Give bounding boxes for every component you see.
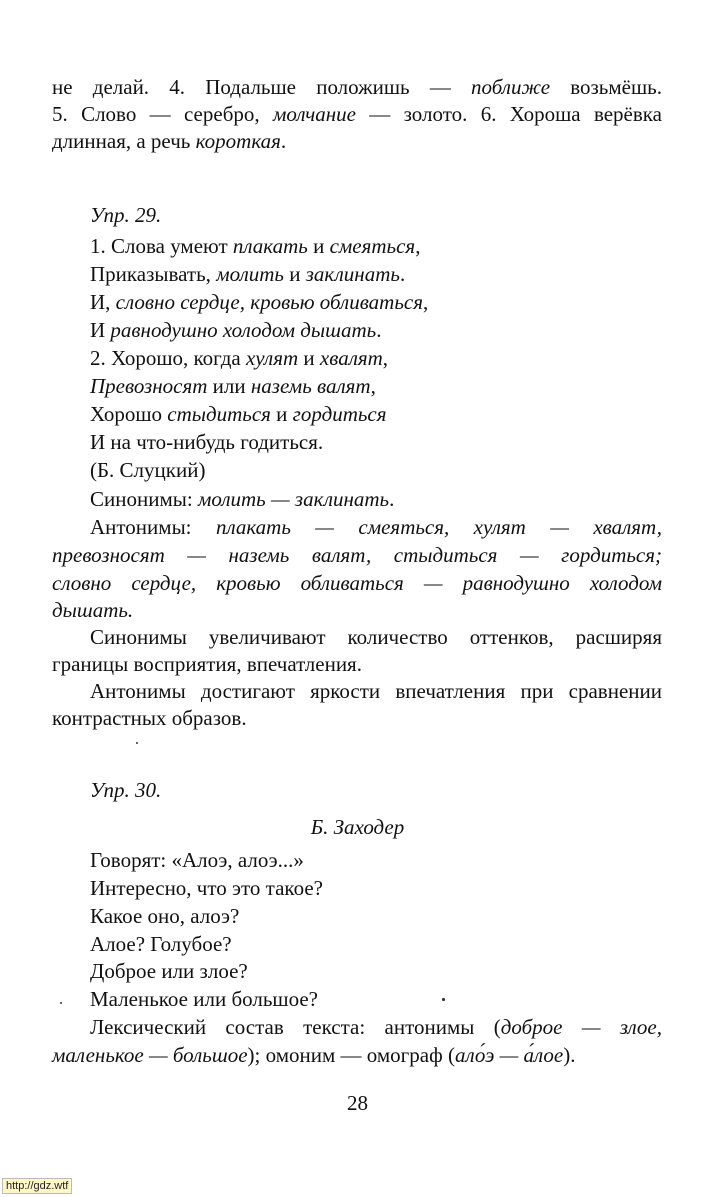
poem-line: Алое? Голубое?	[90, 932, 232, 956]
poem-line: И на что-нибудь годиться.	[90, 430, 324, 454]
comment-line: границы восприятия, впечатления.	[52, 652, 362, 676]
comment-line: Антонимы достигают яркости впечатления при сравнении	[90, 679, 662, 703]
poem-line: Приказывать, молить и заклинать.	[90, 262, 406, 286]
print-speck	[60, 1002, 62, 1004]
exercise-heading: Упр. 30.	[90, 778, 162, 802]
poem-line: И равнодушно холодом дышать.	[90, 318, 382, 342]
text-line: длинная, а речь короткая.	[52, 129, 287, 153]
poem-line: Превозносят или наземь валят,	[90, 374, 376, 398]
poem-line: 2. Хорошо, когда хулят и хвалят,	[90, 346, 389, 370]
antonyms-line: Антонимы: плакать — смеяться, хулят — хвалят,	[90, 515, 662, 539]
text-line: не делай. 4. Подальше положишь — поближе возьмёшь.	[52, 75, 662, 99]
poem-line: Маленькое или большое?	[90, 987, 318, 1011]
poem-line: Говорят: «Алоэ, алоэ...»	[90, 848, 304, 872]
antonyms-line: словно сердце, кровью обливаться — равнодушно холодом	[52, 571, 662, 595]
poem-line: Доброе или злое?	[90, 959, 248, 983]
page-number: 28	[347, 1091, 368, 1115]
lexical-line: маленькое — большое); омоним — омограф (ало́э — а́лое).	[52, 1043, 576, 1067]
lexical-line: Лексический состав текста: антонимы (доброе — злое,	[90, 1015, 662, 1039]
print-speck	[442, 998, 445, 1001]
print-speck	[136, 742, 138, 744]
poem-line: Какое оно, алоэ?	[90, 904, 240, 928]
poem-author	[0, 813, 715, 841]
antonyms-line: превозносят — наземь валят, стыдиться — гордиться;	[52, 543, 662, 567]
poem-line: Интересно, что это такое?	[90, 876, 323, 900]
synonyms-line: Синонимы: молить — заклинать.	[90, 487, 395, 511]
poem-author-text: Б. Заходер	[310, 815, 405, 839]
poem-line: И, словно сердце, кровью обливаться,	[90, 290, 429, 314]
comment-line: контрастных образов.	[52, 706, 247, 730]
exercise-heading: Упр. 29.	[90, 203, 162, 227]
antonyms-line: дышать.	[52, 598, 134, 622]
poem-attribution: (Б. Слуцкий)	[90, 458, 206, 482]
watermark-link[interactable]: http://gdz.wtf	[2, 1178, 72, 1194]
poem-line: 1. Слова умеют плакать и смеяться,	[90, 234, 421, 258]
comment-line: Синонимы увеличивают количество оттенков, расширяя	[90, 625, 662, 649]
poem-line: Хорошо стыдиться и гордиться	[90, 402, 387, 426]
text-line: 5. Слово — серебро, молчание — золото. 6. Хороша верёвка	[52, 102, 662, 126]
